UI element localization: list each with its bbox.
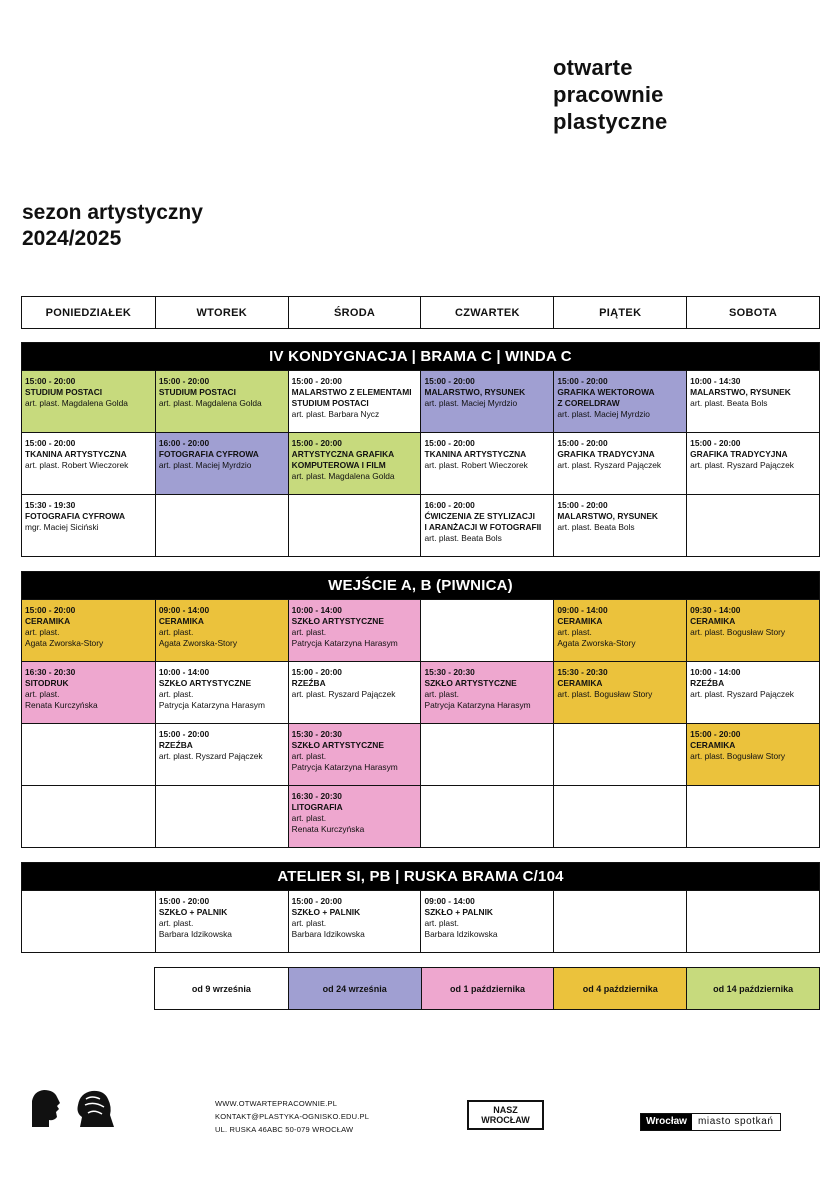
class-cell — [155, 370, 288, 432]
schedule-grid — [22, 890, 819, 952]
class-title: RZEŹBA — [690, 678, 725, 688]
class-time: 15:00 - 20:00 — [158, 729, 210, 739]
class-instructor: Barbara Idzikowska — [158, 929, 232, 939]
empty-cell — [686, 890, 819, 952]
class-title: SITODRUK — [25, 678, 69, 688]
class-title: KOMPUTEROWA I FILM — [291, 460, 386, 470]
section-title: ATELIER SI, PB | RUSKA BRAMA C/104 — [22, 863, 819, 890]
class-title: GRAFIKA TRADYCYJNA — [557, 449, 655, 459]
class-title: STUDIUM POSTACI — [25, 387, 103, 397]
class-title: CERAMIKA — [158, 616, 204, 626]
schedule-grid — [22, 370, 819, 556]
class-cell — [553, 661, 686, 723]
class-instructor: art. plast. Ryszard Pajączek — [158, 751, 263, 761]
class-title: TKANINA ARTYSTYCZNA — [25, 449, 127, 459]
day-tuesday: WTOREK — [155, 297, 288, 328]
class-instructor: art. plast. — [291, 813, 327, 823]
class-title: SZKŁO + PALNIK — [424, 907, 493, 917]
class-time: 15:00 - 20:00 — [25, 376, 76, 386]
class-instructor: Renata Kurczyńska — [25, 700, 98, 710]
class-instructor: art. plast. — [158, 689, 194, 699]
class-instructor: art. plast. — [424, 689, 459, 699]
class-instructor: Agata Zworska-Story — [25, 638, 104, 648]
day-friday: PIĄTEK — [553, 297, 686, 328]
class-instructor: art. plast. — [424, 918, 459, 928]
nasz-logo-line-2: WROCŁAW — [481, 1115, 530, 1125]
class-instructor: art. plast. — [158, 627, 194, 637]
class-title: CERAMIKA — [690, 616, 736, 626]
class-instructor: art. plast. Maciej Myrdzio — [557, 409, 650, 419]
class-time: 10:00 - 14:00 — [291, 605, 342, 615]
class-cell — [420, 890, 553, 952]
schedule-grid — [22, 599, 819, 847]
class-cell — [553, 432, 686, 494]
class-cell — [686, 599, 819, 661]
class-title: CERAMIKA — [557, 678, 603, 688]
class-cell — [155, 432, 288, 494]
class-cell — [155, 723, 288, 785]
class-instructor: art. plast. — [25, 689, 60, 699]
class-instructor: art. plast. Beata Bols — [557, 522, 635, 532]
class-time: 15:00 - 20:00 — [291, 376, 342, 386]
class-instructor: art. plast. Bogusław Story — [690, 627, 786, 637]
season-line-2: 2024/2025 — [22, 227, 122, 250]
class-cell — [288, 599, 421, 661]
class-time: 15:30 - 20:30 — [557, 667, 608, 677]
brand-line-2: pracownie — [553, 82, 664, 107]
class-time: 09:30 - 14:00 — [690, 605, 741, 615]
class-instructor: art. plast. Magdalena Golda — [291, 471, 395, 481]
ognisko-logo-icon — [30, 1087, 120, 1129]
class-cell — [155, 890, 288, 952]
day-saturday: SOBOTA — [686, 297, 819, 328]
day-monday: PONIEDZIAŁEK — [45, 306, 132, 319]
class-instructor: art. plast. Ryszard Pajączek — [291, 689, 396, 699]
class-time: 15:00 - 20:00 — [291, 667, 342, 677]
section-title: WEJŚCIE A, B (PIWNICA) — [22, 572, 819, 599]
empty-cell — [22, 890, 155, 952]
class-cell — [686, 723, 819, 785]
class-time: 15:30 - 20:30 — [291, 729, 342, 739]
class-time: 15:30 - 19:30 — [25, 500, 76, 510]
class-time: 10:00 - 14:30 — [690, 376, 741, 386]
class-title: FOTOGRAFIA CYFROWA — [25, 511, 126, 521]
class-instructor: Renata Kurczyńska — [291, 824, 365, 834]
class-time: 16:00 - 20:00 — [158, 438, 210, 448]
brand-line-3: plastyczne — [553, 109, 668, 134]
season-title — [22, 200, 203, 252]
day-wednesday: ŚRODA — [288, 297, 421, 328]
class-cell — [553, 494, 686, 556]
class-cell — [155, 661, 288, 723]
class-cell — [420, 432, 553, 494]
class-time: 09:00 - 14:00 — [158, 605, 210, 615]
section-wejscie-piwnica — [21, 571, 820, 848]
class-title: MALARSTWO Z ELEMENTAMI — [291, 387, 412, 397]
brand-line-1: otwarte — [553, 55, 633, 80]
class-instructor: art. plast. Robert Wieczorek — [25, 460, 129, 470]
class-instructor: art. plast. Magdalena Golda — [25, 398, 128, 408]
class-instructor: Agata Zworska-Story — [158, 638, 238, 648]
website-link[interactable]: WWW.OTWARTEPRACOWNIE.PL — [215, 1099, 338, 1108]
class-title: CERAMIKA — [25, 616, 71, 626]
class-time: 09:00 - 14:00 — [424, 896, 475, 906]
class-title: TKANINA ARTYSTYCZNA — [424, 449, 527, 459]
class-title: STUDIUM POSTACI — [291, 398, 369, 408]
contact-info — [215, 1097, 369, 1136]
color-legend — [154, 967, 820, 1010]
class-title: RZEŹBA — [158, 740, 193, 750]
class-cell — [553, 599, 686, 661]
address: UL. RUSKA 46ABC 50-079 WROCŁAW — [215, 1125, 354, 1134]
class-instructor: art. plast. Ryszard Pajączek — [690, 460, 794, 470]
section-iv-kondygnacja — [21, 342, 820, 557]
class-cell — [22, 494, 155, 556]
class-cell — [288, 723, 421, 785]
class-cell — [420, 494, 553, 556]
class-instructor: Patrycja Katarzyna Harasym — [424, 700, 531, 710]
class-instructor: art. plast. Barbara Nycz — [291, 409, 380, 419]
class-title: MALARSTWO, RYSUNEK — [424, 387, 526, 397]
wroclaw-miasto-spotkan-logo — [640, 1113, 781, 1131]
class-cell — [420, 370, 553, 432]
nasz-wroclaw-logo — [467, 1100, 544, 1130]
class-time: 15:00 - 20:00 — [158, 376, 210, 386]
empty-cell — [155, 494, 288, 556]
class-time: 16:30 - 20:30 — [25, 667, 76, 677]
class-instructor: art. plast. Bogusław Story — [557, 689, 653, 699]
class-cell — [288, 432, 421, 494]
class-time: 15:00 - 20:00 — [158, 896, 210, 906]
nasz-logo-line-1: NASZ — [493, 1105, 518, 1115]
class-title: MALARSTWO, RYSUNEK — [557, 511, 658, 521]
class-instructor: mgr. Maciej Siciński — [25, 522, 99, 532]
class-instructor: Patrycja Katarzyna Harasym — [291, 762, 398, 772]
class-title: ĆWICZENIA ZE STYLIZACJI — [424, 511, 535, 521]
class-title: CERAMIKA — [690, 740, 736, 750]
class-time: 15:00 - 20:00 — [291, 896, 342, 906]
class-time: 15:00 - 20:00 — [25, 438, 76, 448]
class-title: FOTOGRAFIA CYFROWA — [158, 449, 259, 459]
empty-cell — [686, 785, 819, 847]
day-header-row — [21, 296, 820, 329]
empty-cell — [155, 785, 288, 847]
class-cell — [22, 432, 155, 494]
class-time: 16:00 - 20:00 — [424, 500, 475, 510]
class-instructor: art. plast. Maciej Myrdzio — [158, 460, 252, 470]
class-instructor: art. plast. — [291, 918, 327, 928]
class-cell — [155, 599, 288, 661]
class-title: LITOGRAFIA — [291, 802, 343, 812]
class-instructor: art. plast. Maciej Myrdzio — [424, 398, 518, 408]
class-instructor: art. plast. Bogusław Story — [690, 751, 786, 761]
class-cell — [686, 432, 819, 494]
class-cell — [288, 785, 421, 847]
class-title: I ARANŻACJI W FOTOGRAFII — [424, 522, 542, 532]
class-cell — [420, 661, 553, 723]
class-time: 09:00 - 14:00 — [557, 605, 608, 615]
empty-cell — [420, 599, 553, 661]
class-instructor: art. plast. — [557, 627, 592, 637]
class-time: 10:00 - 14:00 — [158, 667, 210, 677]
class-instructor: art. plast. — [158, 918, 194, 928]
class-time: 15:00 - 20:00 — [424, 438, 475, 448]
empty-cell — [22, 785, 155, 847]
class-instructor: Barbara Idzikowska — [291, 929, 365, 939]
class-cell — [288, 370, 421, 432]
class-title: RZEŹBA — [291, 678, 326, 688]
class-time: 15:00 - 20:00 — [557, 500, 608, 510]
class-cell — [686, 370, 819, 432]
class-time: 10:00 - 14:00 — [690, 667, 741, 677]
class-title: ARTYSTYCZNA GRAFIKA — [291, 449, 395, 459]
day-thursday: CZWARTEK — [420, 297, 553, 328]
class-instructor: art. plast. Ryszard Pajączek — [690, 689, 794, 699]
class-title: SZKŁO + PALNIK — [158, 907, 228, 917]
empty-cell — [22, 723, 155, 785]
class-time: 15:30 - 20:30 — [424, 667, 475, 677]
class-cell — [22, 599, 155, 661]
class-time: 15:00 - 20:00 — [25, 605, 76, 615]
class-title: Z CORELDRAW — [557, 398, 620, 408]
class-instructor: art. plast. Beata Bols — [690, 398, 768, 408]
legend-item: od 9 września — [155, 968, 288, 1009]
class-instructor: Agata Zworska-Story — [557, 638, 636, 648]
legend-item: od 24 września — [288, 968, 421, 1009]
class-cell — [553, 370, 686, 432]
class-time: 16:30 - 20:30 — [291, 791, 342, 801]
section-atelier — [21, 862, 820, 953]
legend-item: od 14 października — [686, 968, 819, 1009]
empty-cell — [686, 494, 819, 556]
class-title: MALARSTWO, RYSUNEK — [690, 387, 791, 397]
class-cell — [288, 890, 421, 952]
email-link[interactable]: KONTAKT@PLASTYKA-OGNISKO.EDU.PL — [215, 1112, 370, 1121]
class-instructor: art. plast. Robert Wieczorek — [424, 460, 528, 470]
section-title: IV KONDYGNACJA | BRAMA C | WINDA C — [22, 343, 819, 370]
class-instructor: art. plast. — [291, 751, 327, 761]
empty-cell — [420, 785, 553, 847]
class-cell — [686, 661, 819, 723]
class-title: SZKŁO ARTYSTYCZNE — [424, 678, 517, 688]
class-instructor: art. plast. — [25, 627, 60, 637]
class-cell — [22, 370, 155, 432]
class-time: 15:00 - 20:00 — [291, 438, 342, 448]
class-time: 15:00 - 20:00 — [424, 376, 475, 386]
empty-cell — [553, 890, 686, 952]
class-title: GRAFIKA TRADYCYJNA — [690, 449, 788, 459]
season-line-1: sezon artystyczny — [22, 201, 203, 224]
class-time: 15:00 - 20:00 — [557, 438, 608, 448]
empty-cell — [420, 723, 553, 785]
class-instructor: art. plast. Ryszard Pajączek — [557, 460, 662, 470]
class-title: STUDIUM POSTACI — [158, 387, 236, 397]
class-title: GRAFIKA WEKTOROWA — [557, 387, 655, 397]
class-instructor: Barbara Idzikowska — [424, 929, 498, 939]
class-time: 15:00 - 20:00 — [690, 729, 741, 739]
empty-cell — [553, 785, 686, 847]
class-cell — [288, 661, 421, 723]
wroclaw-logo-name: Wrocław — [641, 1114, 692, 1130]
empty-cell — [288, 494, 421, 556]
wroclaw-logo-slogan: miasto spotkań — [697, 1116, 774, 1127]
class-instructor: Patrycja Katarzyna Harasym — [291, 638, 398, 648]
class-instructor: art. plast. — [291, 627, 327, 637]
legend-item: od 1 października — [421, 968, 554, 1009]
legend-item: od 4 października — [553, 968, 686, 1009]
class-title: SZKŁO ARTYSTYCZNE — [158, 678, 252, 688]
class-time: 15:00 - 20:00 — [690, 438, 741, 448]
class-title: CERAMIKA — [557, 616, 603, 626]
empty-cell — [553, 723, 686, 785]
class-title: SZKŁO ARTYSTYCZNE — [291, 616, 384, 626]
brand-title — [553, 54, 668, 135]
class-time: 15:00 - 20:00 — [557, 376, 608, 386]
class-instructor: Patrycja Katarzyna Harasym — [158, 700, 265, 710]
class-instructor: art. plast. Beata Bols — [424, 533, 502, 543]
class-cell — [22, 661, 155, 723]
class-instructor: art. plast. Magdalena Golda — [158, 398, 262, 408]
class-title: SZKŁO + PALNIK — [291, 907, 361, 917]
class-title: SZKŁO ARTYSTYCZNE — [291, 740, 384, 750]
